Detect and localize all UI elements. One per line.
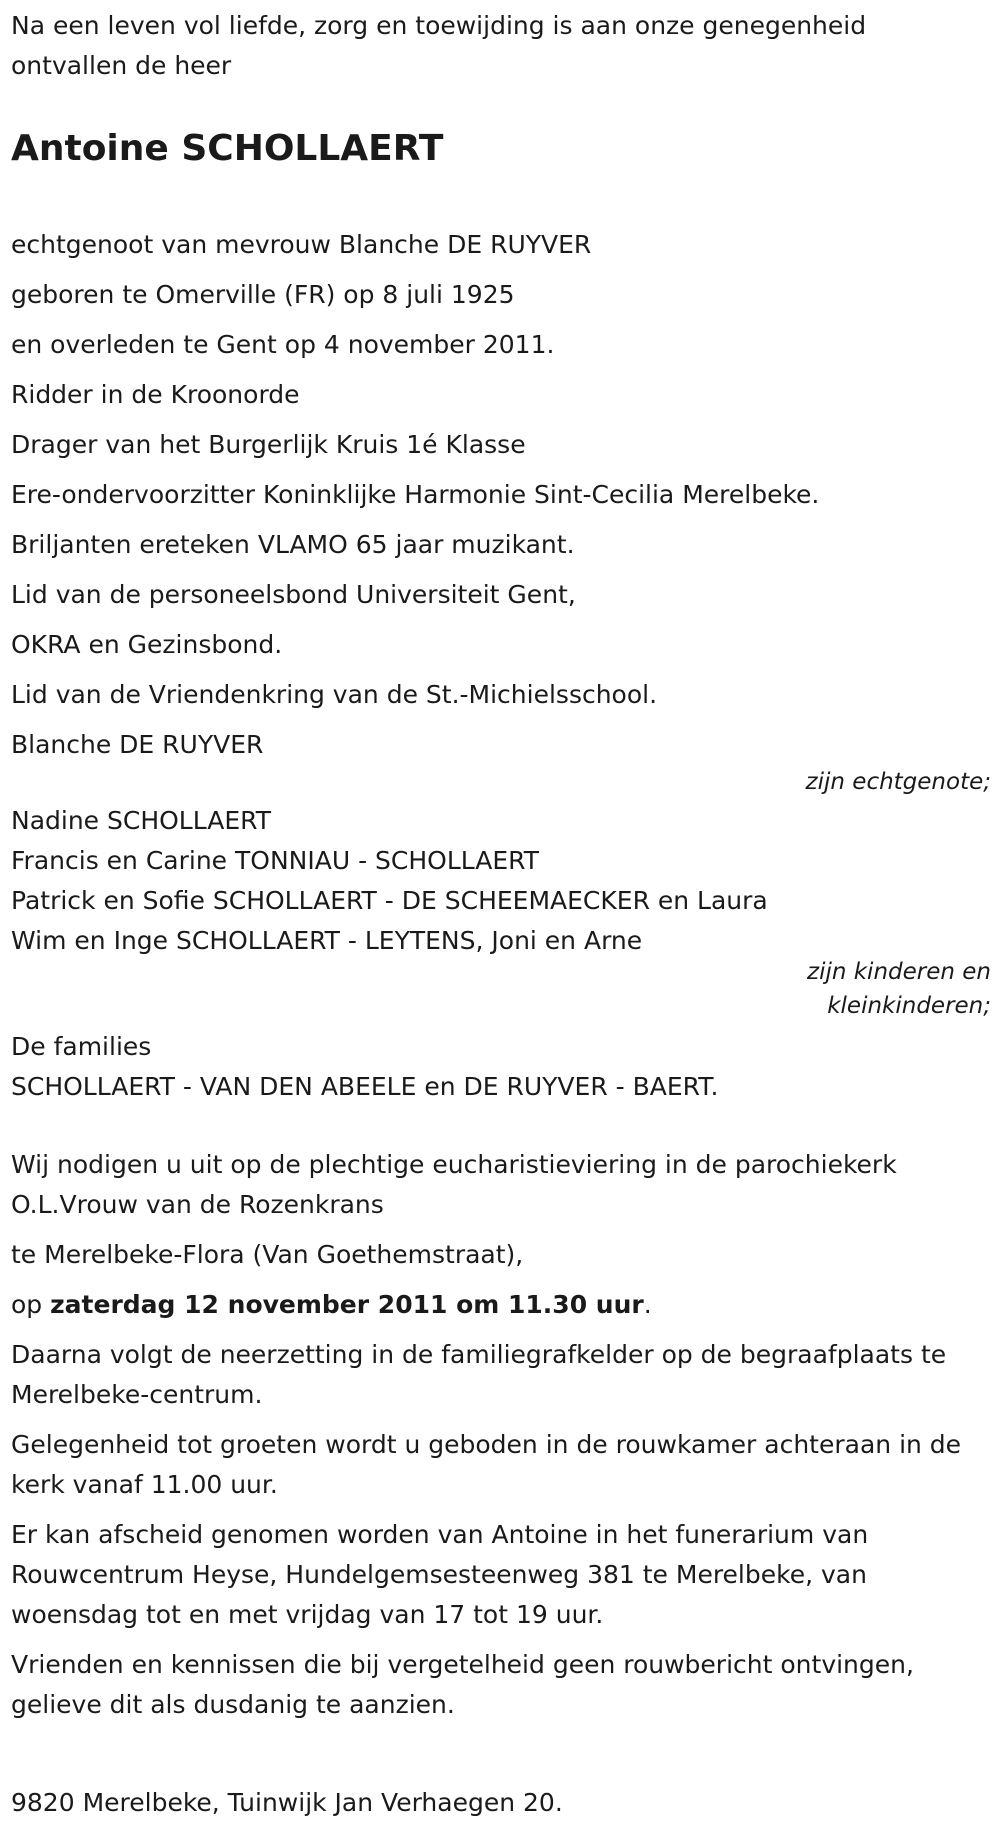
invite-date-suffix: . bbox=[643, 1290, 652, 1319]
intro-text: Na een leven vol liefde, zorg en toewijding is aan onze genegenheid ontvallen de heer bbox=[11, 11, 867, 80]
invite-location: te Merelbeke-Flora (Van Goethemstraat), bbox=[11, 1240, 524, 1269]
children-relation-line1: zijn kinderen en bbox=[807, 959, 991, 985]
invite-farewell: Er kan afscheid genomen worden van Antoine in het funerarium van Rouwcentrum Heyse, Hundelgemsesteenweg 381 te Merelbeke, van woensdag tot en met vrijdag van 17 tot 19 uur. bbox=[11, 1520, 869, 1629]
facts-list bbox=[11, 220, 991, 770]
child-line: Wim en Inge SCHOLLAERT - LEYTENS, Joni en Arne bbox=[11, 926, 643, 955]
spouse-name: Blanche DE RUYVER bbox=[11, 730, 264, 759]
child-line: Patrick en Sofie SCHOLLAERT - DE SCHEEMAECKER en Laura bbox=[11, 886, 768, 915]
fact-line: Lid van de personeelsbond Universiteit Gent, bbox=[11, 580, 576, 609]
invite-condolences: Gelegenheid tot groeten wordt u geboden in de rouwkamer achteraan in de kerk vanaf 11.00 uur. bbox=[11, 1430, 962, 1499]
fact-line: Ridder in de Kroonorde bbox=[11, 380, 300, 409]
fact-line: OKRA en Gezinsbond. bbox=[11, 630, 283, 659]
fact-line: en overleden te Gent op 4 november 2011. bbox=[11, 330, 555, 359]
fact-line: Drager van het Burgerlijk Kruis 1é Klasse bbox=[11, 430, 526, 459]
fact-line: geboren te Omerville (FR) op 8 juli 1925 bbox=[11, 280, 515, 309]
invite-date-prefix: op bbox=[11, 1290, 51, 1319]
invite-notice: Vrienden en kennissen die bij vergetelheid geen rouwbericht ontvingen, gelieve dit als dusdanig te aanzien. bbox=[11, 1650, 914, 1719]
fact-line: Briljanten ereteken VLAMO 65 jaar muzikant. bbox=[11, 530, 575, 559]
child-line: Francis en Carine TONNIAU - SCHOLLAERT bbox=[11, 846, 540, 875]
fact-line: Ere-ondervoorzitter Koninklijke Harmonie Sint-Cecilia Merelbeke. bbox=[11, 480, 820, 509]
invite-church: Wij nodigen u uit op de plechtige eucharistieviering in de parochiekerk O.L.Vrouw van de Rozenkrans bbox=[11, 1150, 897, 1219]
families-block bbox=[11, 1027, 991, 1107]
invite-burial: Daarna volgt de neerzetting in de familiegrafkelder op de begraafplaats te Merelbeke-centrum. bbox=[11, 1340, 947, 1409]
invite-date-bold: zaterdag 12 november 2011 om 11.30 uur bbox=[50, 1290, 644, 1319]
fact-line: echtgenoot van mevrouw Blanche DE RUYVER bbox=[11, 230, 592, 259]
families-line: De families bbox=[11, 1032, 152, 1061]
obituary-notice bbox=[11, 0, 991, 1823]
child-line: Nadine SCHOLLAERT bbox=[11, 806, 271, 835]
family-address: 9820 Merelbeke, Tuinwijk Jan Verhaegen 20. bbox=[11, 1788, 563, 1817]
children-list bbox=[11, 801, 991, 961]
deceased-name: Antoine SCHOLLAERT bbox=[11, 128, 444, 169]
spouse-relation: zijn echtgenote; bbox=[805, 769, 991, 795]
invitation-block bbox=[11, 1145, 991, 1725]
families-line: SCHOLLAERT - VAN DEN ABEELE en DE RUYVER - BAERT. bbox=[11, 1072, 719, 1101]
invite-date bbox=[11, 1285, 986, 1325]
fact-line: Lid van de Vriendenkring van de St.-Michielsschool. bbox=[11, 680, 658, 709]
children-relation-line2: kleinkinderen; bbox=[827, 993, 991, 1019]
